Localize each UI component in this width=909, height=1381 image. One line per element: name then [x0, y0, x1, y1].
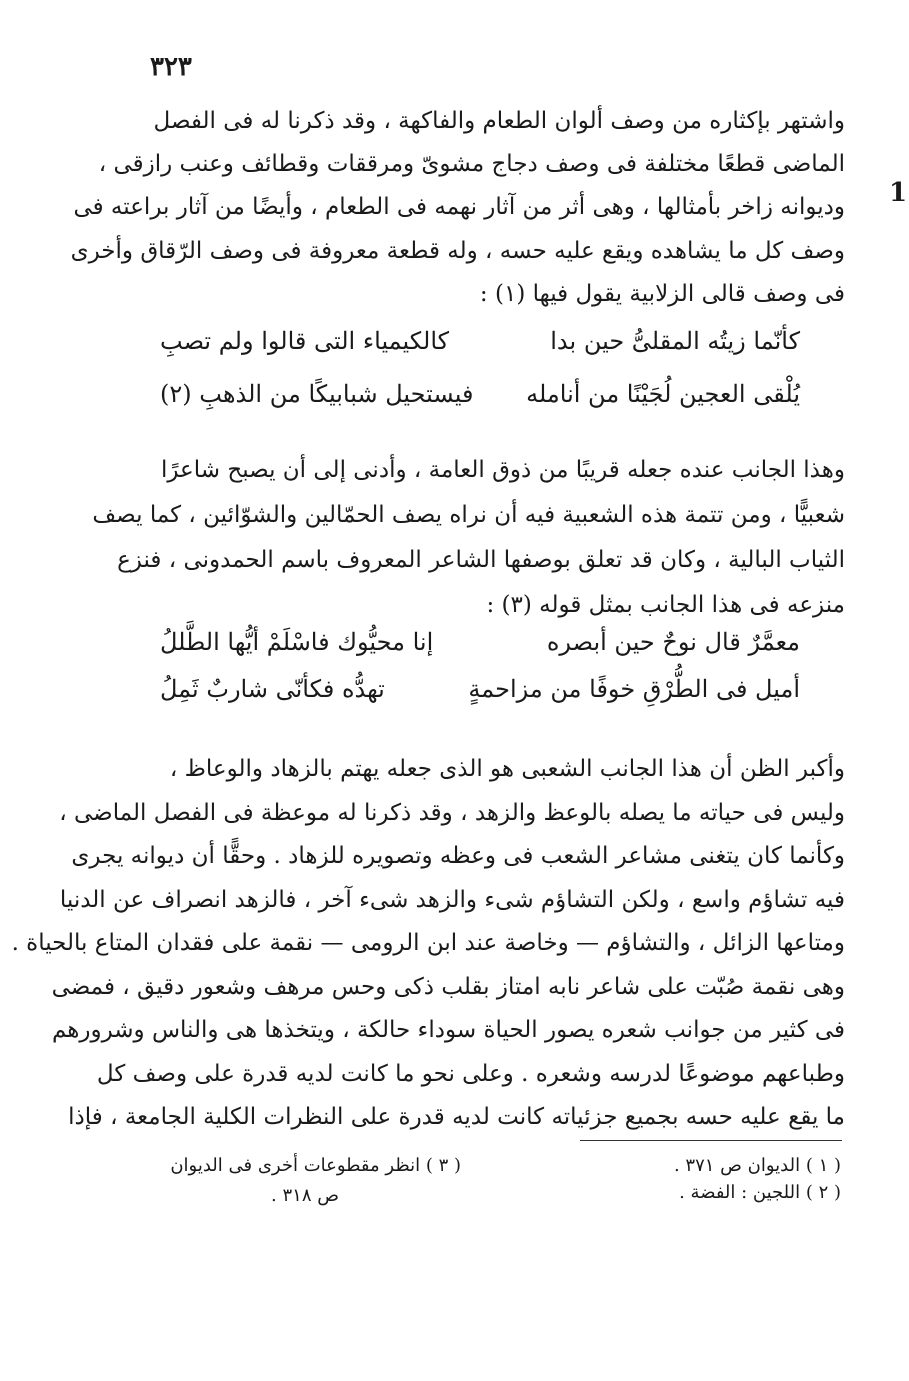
verse-first-hemistich: معمَّرٌ قال نوحٌ حين أبصره — [546, 628, 800, 656]
text-line: وليس فى حياته ما يصله بالوعظ والزهد ، وقد ذكرنا له موعظة فى الفصل الماضى ، — [59, 799, 845, 826]
text-line: وكأنما كان يتغنى مشاعر الشعب فى وعظه وتصويره للزهاد . وحقًّا أن ديوانه يجرى — [71, 843, 845, 869]
footnote-3-continuation: ص ٣١٨ . — [271, 1185, 339, 1206]
footnote-2: ( ٢ ) اللجين : الفضة . — [679, 1182, 841, 1203]
verse-second-hemistich: كالكيمياء التى قالوا ولم تصبِ — [160, 327, 450, 355]
text-line: وصف كل ما يشاهده ويقع عليه حسه ، وله قطعة معروفة فى وصف الرّقاق وأخرى — [70, 237, 845, 264]
page-number: ٣٢٣ — [150, 52, 192, 82]
verse-line — [160, 380, 800, 424]
text-line: ومتاعها الزائل ، والتشاؤم — وخاصة عند ابن الرومى — نقمة على فقدان المتاع بالحياة . — [11, 930, 845, 956]
text-line: وديوانه زاخر بأمثالها ، وهى أثر من آثار نهمه فى الطعام ، وأيضًا من آثار براعته فى — [73, 194, 845, 221]
footnote-divider — [580, 1140, 842, 1141]
verse-second-hemistich: تهدُّه فكأنّى شاربٌ ثَمِلُ — [160, 675, 385, 703]
text-line: وهى نقمة صُبّت على شاعر نابه امتاز بقلب ذكى وحس مرهف وشعور دقيق ، فمضى — [51, 973, 845, 1000]
verse-line — [160, 675, 800, 719]
text-line: منزعه فى هذا الجانب بمثل قوله (٣) : — [486, 592, 845, 618]
verse-first-hemistich: أميل فى الطُّرْقِ خوفًا من مزاحمةٍ — [468, 675, 800, 703]
text-line: الثياب البالية ، وكان قد تعلق بوصفها الشاعر المعروف باسم الحمدونى ، فنزع — [117, 547, 845, 573]
text-line: فى كثير من جوانب شعره يصور الحياة سوداء حالكة ، ويتخذها هى والناس وشرورهم — [51, 1017, 845, 1043]
text-line: فيه تشاؤم واسع ، ولكن التشاؤم شىء والزهد شىء آخر ، فالزهد انصراف عن الدنيا — [59, 886, 845, 913]
text-line: الماضى قطعًا مختلفة فى وصف دجاج مشوىّ ومرققات وقطائف وعنب رازقى ، — [98, 151, 845, 178]
verse-first-hemistich: كأنّما زيتُه المقلىُّ حين بدا — [550, 327, 800, 355]
text-line: وطباعهم موضوعًا لدرسه وشعره . وعلى نحو ما كانت لديه قدرة على وصف كل — [96, 1060, 845, 1087]
paragraph-1 — [70, 100, 845, 316]
footnote-1: ( ١ ) الديوان ص ٣٧١ . — [673, 1155, 841, 1176]
verse-second-hemistich: فيستحيل شبابيكًا من الذهبِ (٢) — [160, 380, 474, 408]
verse-line — [160, 628, 800, 672]
text-line: ما يقع عليه حسه بجميع جزئياته كانت لديه قدرة على النظرات الكلية الجامعة ، فإذا — [68, 1104, 845, 1130]
verse-second-hemistich: إنا محيُّوك فاسْلَمْ أيُّها الطَّللُ — [160, 628, 434, 656]
paragraph-2 — [92, 448, 845, 628]
text-line: وأكبر الظن أن هذا الجانب الشعبى هو الذى جعله يهتم بالزهاد والوعاظ ، — [169, 756, 845, 782]
text-line: واشتهر بإكثاره من وصف ألوان الطعام والفاكهة ، وقد ذكرنا له فى الفصل — [153, 108, 845, 134]
verse-first-hemistich: يُلْقى العجين لُجَيْنًا من أنامله — [526, 380, 800, 408]
verse-line — [160, 327, 800, 371]
text-line: شعبيًّا ، ومن تتمة هذه الشعبية فيه أن نراه يصف الحمّالين والشوّائين ، كما يصف — [92, 502, 845, 528]
text-line: فى وصف قالى الزلابية يقول فيها (١) : — [479, 280, 845, 307]
margin-mark: 1 — [889, 178, 908, 208]
paragraph-3 — [11, 748, 845, 1140]
footnote-3: ( ٣ ) انظر مقطوعات أخرى فى الديوان — [170, 1155, 461, 1176]
text-line: وهذا الجانب عنده جعله قريبًا من ذوق العامة ، وأدنى إلى أن يصبح شاعرًا — [160, 457, 845, 483]
